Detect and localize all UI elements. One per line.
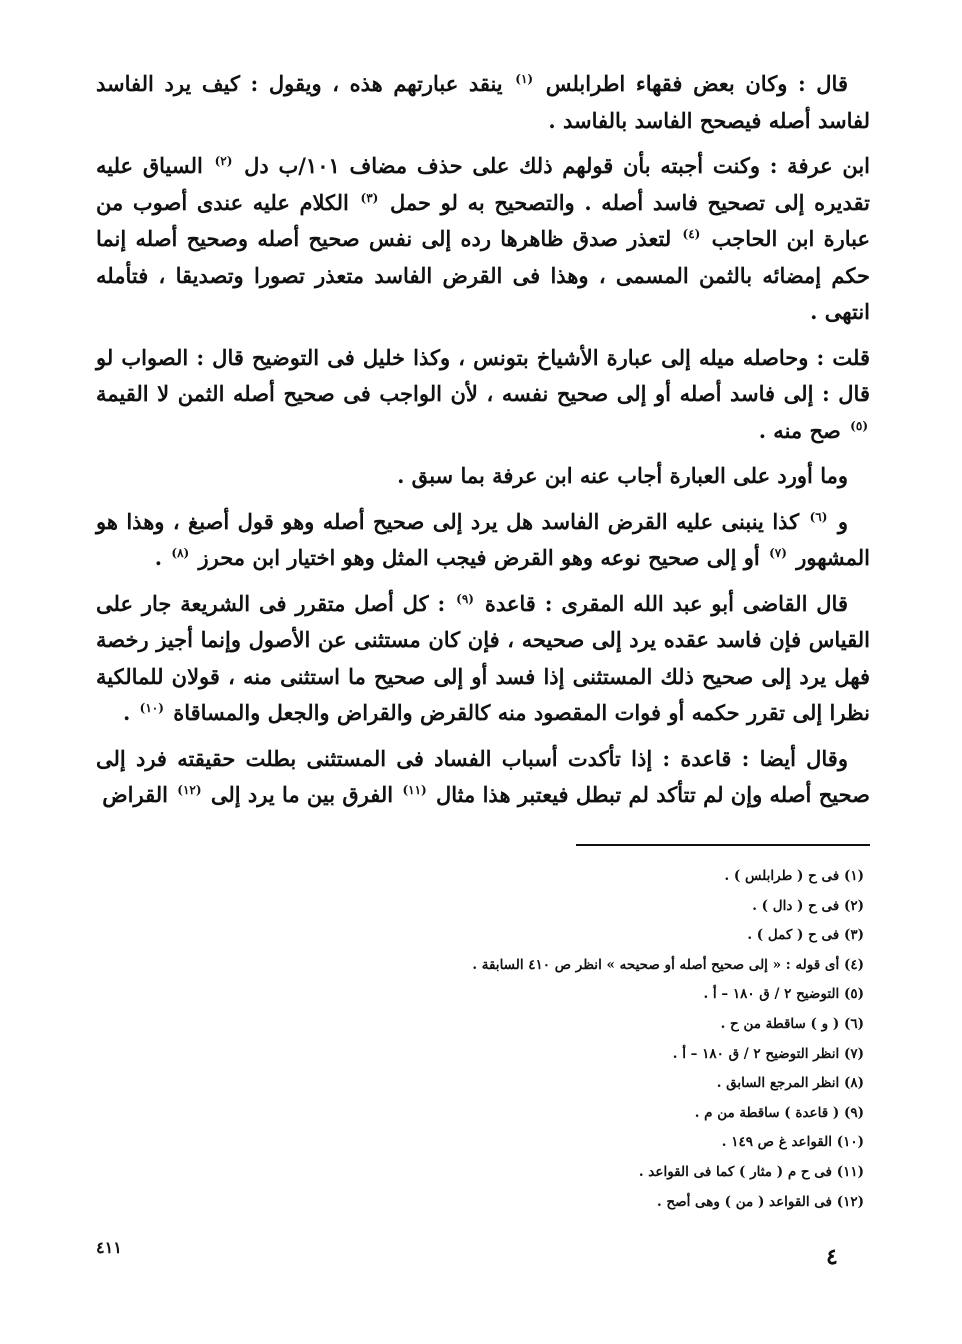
footnote-ref: (٢) [214, 154, 233, 168]
paragraph [96, 504, 870, 577]
footnote-ref: (٥) [850, 418, 868, 433]
text-run: ينقد عبارتهم هذه ، ويقول : كيف يرد الفاسد لفاسد أصله فيصحح الفاسد بالفاسد . [96, 71, 870, 133]
page-number: ٤١١ [96, 1238, 122, 1257]
footnote-ref: (١٠) [139, 701, 164, 715]
text-run: وما أورد على العبارة أجاب عنه ابن عرفة بما سبق . [397, 463, 848, 488]
footnotes [104, 862, 864, 1217]
paragraph [96, 66, 870, 139]
footnote: (٢) فى ح ( دال ) . [752, 897, 864, 914]
paragraph [96, 458, 870, 495]
footnote: (١٢) فى القواعد ( من ) وهى أصح . [657, 1193, 864, 1210]
main-text [96, 66, 870, 814]
footnote: (١١) فى ح م ( مثار ) كما فى القواعد . [638, 1163, 864, 1180]
footnote: (٤) أى قوله : « إلى صحيح أصله أو صحيحه » انظر ص ٤١٠ السابقة . [472, 956, 864, 973]
footnote-separator [576, 844, 870, 846]
text-run: الفرق بين ما يرد إلى [203, 782, 401, 807]
footnote-ref: (٣) [360, 190, 379, 205]
text-run: القراض [102, 782, 176, 807]
footnote-ref: (٨) [171, 546, 190, 560]
text-run: قال : وكان بعض فقهاء اطرابلس [535, 71, 848, 96]
footnote: (١٠) القواعد غ ص ١٤٩ . [721, 1134, 864, 1151]
footnote: (١) فى ح ( طرابلس ) . [724, 868, 864, 884]
text-run: و [829, 508, 849, 534]
paragraph [96, 148, 870, 331]
text-run: لتعذر صدق ظاهرها رده إلى نفس صحيح أصله وصحيح أصله إنما حكم إمضائه بالثمن المسمى ، وهذا فى القرض الفاسد متعذر تصورا وتصديقا ، فتأمله انتهى . [96, 226, 870, 324]
footnote-ref: (١) [515, 72, 534, 86]
footnote: (٦) ( و ) ساقطة من ح . [720, 1015, 864, 1032]
footnote: (٩) ( قاعدة ) ساقطة من م . [694, 1104, 864, 1121]
footnote-ref: (١١) [402, 783, 427, 797]
text-run: قال القاضى أبو عبد الله المقرى : قاعدة [475, 590, 848, 616]
text-run: وقال أيضا : قاعدة : إذا تأكدت أسباب الفساد فى المستثنى بطلت حقيقته فرد إلى صحيح أصله وإن لم تتأكد لم تبطل فيعتبر هذا مثال [96, 745, 870, 807]
text-run: السياق عليه تقديره إلى تصحيح فاسد أصله . والتصحيح به لو حمل [96, 153, 870, 215]
paragraph [96, 586, 870, 732]
text-run: صح منه . [758, 417, 849, 443]
footnote-ref: (٤) [682, 227, 701, 241]
footnote-ref: (٧) [769, 546, 787, 560]
paragraph [96, 340, 870, 450]
text-run: . [154, 545, 170, 570]
page [96, 66, 870, 1316]
footnote: (٥) التوضيح ٢ / ق ١٨٠ – أ . [703, 986, 864, 1003]
footnote-ref: (١٢) [177, 783, 202, 797]
footnote: (٧) انظر التوضيح ٢ / ق ١٨٠ – أ . [672, 1045, 864, 1062]
text-run: ابن عرفة : وكنت أجبته بأن قولهم ذلك على حذف مضاف ١٠١/ب دل [234, 153, 871, 178]
footnote-ref: (٩) [456, 591, 474, 606]
text-run: الكلام عليه عندى أصوب من عبارة ابن الحاجب [96, 189, 870, 251]
footnote: (٣) فى ح ( كمل ) . [747, 927, 864, 944]
text-run: . [123, 700, 138, 725]
text-run: : كل أصل متقرر فى الشريعة جار على القياس فإن فاسد عقده يرد إلى صحيحه ، فإن كان مستثنى عن الأصول وإنما أجيز رخصة فهل يرد إلى صحيح ذلك المستثنى إذا فسد أو إلى صحيح ما استثنى منه ، قولان للمالكية نظرا إلى تقرر حكمه أو فوات المقصود منه كالقرض والقراض والجعل والمساقاة [96, 590, 870, 725]
footnote: (٨) انظر المرجع السابق . [716, 1075, 864, 1092]
text-run: قلت : وحاصله ميله إلى عبارة الأشياخ بتونس ، وكذا خليل فى التوضيح قال : الصواب لو قال : إلى فاسد أصله أو إلى صحيح نفسه ، لأن الواجب فى صحيح أصله الثمن لا القيمة [96, 344, 870, 406]
footnote-ref: (٦) [809, 509, 828, 524]
signature-mark: ٤ [826, 1244, 838, 1270]
paragraph [96, 741, 870, 814]
text-run: كذا ينبنى عليه القرض الفاسد هل يرد إلى صحيح أصله وهو قول أصبغ ، وهذا هو المشهور [96, 508, 870, 570]
text-run: أو إلى صحيح نوعه وهو القرض فيجب المثل وهو اختيار ابن محرز [191, 545, 768, 570]
